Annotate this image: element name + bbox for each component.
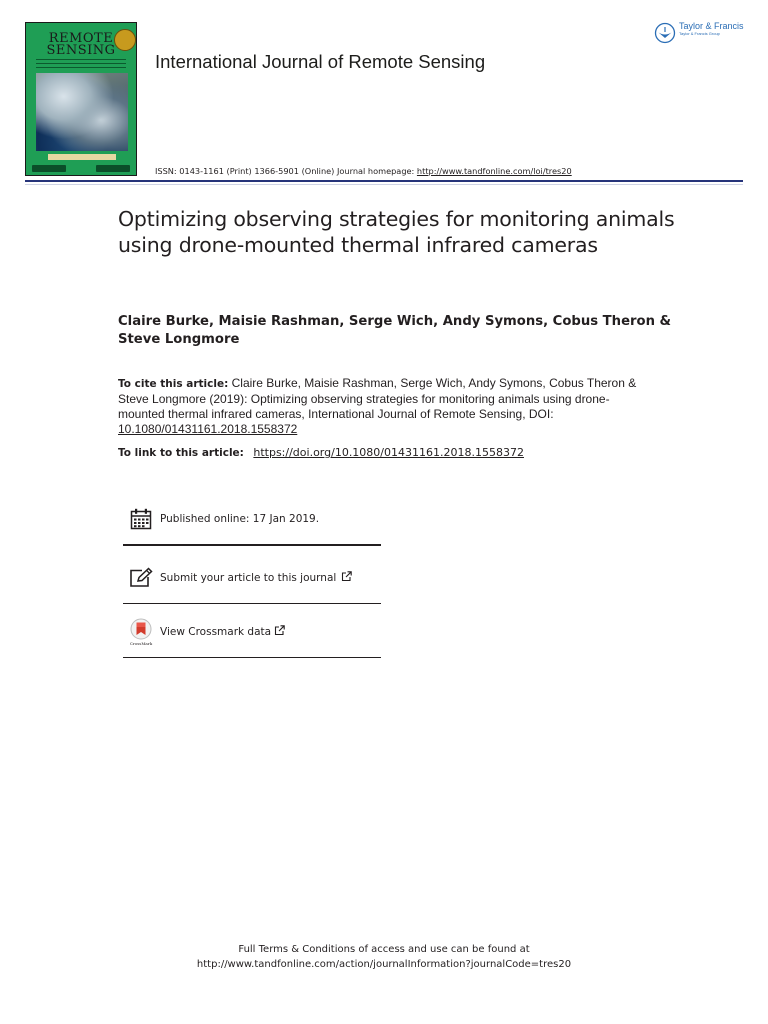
- footer-terms-line: Full Terms & Conditions of access and use can be found at: [238, 944, 530, 955]
- crossmark-logo-text: CrossMark: [129, 640, 153, 646]
- crossmark-row[interactable]: [123, 606, 381, 658]
- citation-label: To cite this article:: [118, 378, 229, 390]
- submit-article-row[interactable]: [123, 552, 381, 604]
- cover-subtitle-line: [36, 67, 126, 68]
- citation-text: Claire Burke, Maisie Rashman, Serge Wich, Andy Symons, Cobus Theron & Steve Longmore (2019): Optimizing observing strategies for monitoring animals using drone-mounted thermal infrared cameras, International Journal of Remote Sensing, DOI:: [118, 376, 637, 421]
- external-link-icon: [274, 625, 285, 639]
- article-link-line: [118, 446, 524, 459]
- publisher-brand: Taylor & Francis: [679, 21, 744, 31]
- article-authors: [118, 313, 678, 349]
- issn-text: ISSN: 0143-1161 (Print) 1366-5901 (Online) Journal homepage:: [155, 166, 417, 176]
- calendar-icon: [126, 506, 156, 532]
- cover-subtitle-line: [36, 59, 126, 60]
- journal-cover-image: [25, 22, 137, 176]
- footer-terms-url[interactable]: http://www.tandfonline.com/action/journalInformation?journalCode=tres20: [196, 959, 572, 970]
- crossmark-link[interactable]: View Crossmark data: [160, 625, 272, 638]
- cover-strip: [48, 154, 116, 160]
- article-doi-url[interactable]: https://doi.org/10.1080/01431161.2018.1558372: [253, 446, 524, 459]
- footer-terms: [0, 942, 768, 972]
- article-title: Optimizing observing strategies for monitoring animals using drone-mounted thermal infrared cameras: [118, 207, 675, 257]
- published-online-row: [123, 494, 381, 546]
- publisher-logo-icon: [654, 22, 676, 44]
- authors-line1: Claire Burke, Maisie Rashman, Serge Wich, Andy Symons, Cobus Theron &: [118, 314, 672, 329]
- publisher-logo[interactable]: [654, 22, 744, 44]
- citation-block: [118, 376, 638, 437]
- submit-article-link[interactable]: Submit your article to this journal: [160, 571, 337, 584]
- cover-title-line2: SENSING: [46, 43, 116, 58]
- external-link-icon: [341, 571, 352, 585]
- authors-line2: Steve Longmore: [118, 332, 240, 347]
- journal-title[interactable]: International Journal of Remote Sensing: [155, 51, 486, 72]
- citation-doi-link[interactable]: 10.1080/01431161.2018.1558372: [118, 422, 298, 436]
- header-rule-thin: [25, 184, 743, 185]
- header-rule: [25, 180, 743, 182]
- cover-title-line1: REMOTE: [48, 31, 114, 46]
- journal-homepage-link[interactable]: http://www.tandfonline.com/loi/tres20: [416, 166, 572, 176]
- publisher-group: Taylor & Francis Group: [679, 31, 720, 36]
- edit-icon: [126, 565, 156, 591]
- crossmark-icon: [126, 619, 156, 645]
- issn-line: [155, 166, 572, 176]
- cover-subtitle-line: [36, 63, 126, 64]
- cover-footer-logos: [32, 165, 130, 173]
- article-link-label: To link to this article:: [118, 447, 244, 459]
- cover-satellite-image: [36, 73, 128, 151]
- cover-badge-icon: [114, 29, 136, 51]
- published-online-text: Published online: 17 Jan 2019.: [160, 513, 320, 525]
